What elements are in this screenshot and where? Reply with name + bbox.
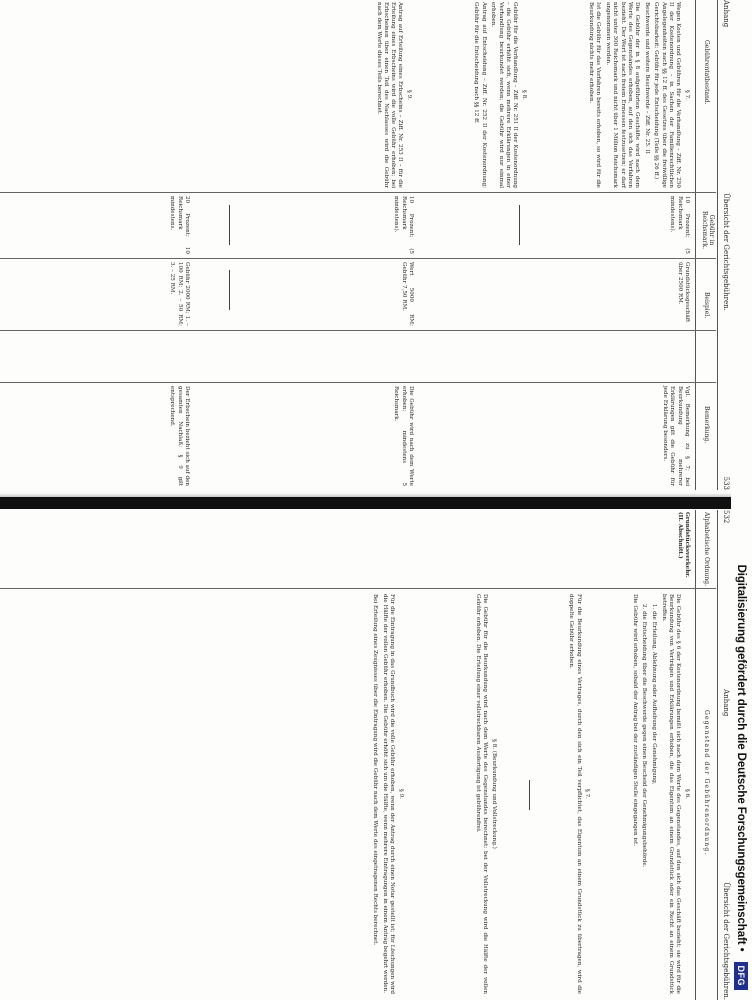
paragraph: Wegen Kosten und Gebühren für die Verhandlung – Ziff. Nr. 250 II der Kostenordnung – in Sachen der Familienrechtlichen Angelegenheiten nach §§ 12 ff. des Gesetzes über die freiwillige Gerichtsbarkeit; Gebühr für jede Entscheidung (Teile §§ 26 ff.) [653, 2, 682, 188]
separator-rule [529, 780, 530, 810]
paragraph: Ist die Gebühr für das Verfahren bereits erhoben, so wird für die Beurkundung nichts mehr erhoben. [588, 2, 602, 188]
book-spine [0, 497, 752, 509]
section-heading: § 6. [684, 789, 690, 799]
paragraph: Die Gebühr für die Beurkundung wird nach dem Werte des Gegenstandes berechnet; bei der Vollstreckung wird die Hälfte der vollen Gebühr erhoben. Die Erteilung einer vollstreckbaren Ausfertigung ist gebührenfrei. [475, 594, 489, 994]
upper-page-number: 533 [722, 476, 730, 490]
upper-page [0, 0, 730, 490]
upper-column-rule [0, 258, 716, 259]
lower-page [0, 510, 730, 1000]
section-heading: § 7. [584, 789, 591, 799]
upper-col2-r1: 10 Prozent; (5 Reichsmark mindestens). [669, 196, 690, 254]
lower-column-headers [695, 510, 716, 1000]
upper-running-header [717, 0, 730, 490]
upper-header-right: Übersicht der Gerichtsgebühren. [722, 193, 730, 311]
paragraph: Gebühr für die Verhandlung – Ziff. Nr. 251 II der Kostenordnung – die Gebühr erhöht sich, wenn mehrere Erklärungen in einer Verhandlung beurkundet werden; die Gebühr wird nur einmal erhoben. [490, 2, 519, 188]
lower-column-rule [0, 588, 716, 589]
dfg-watermark-text: Digitalisierung gefördert durch die Deutsche Forschungsgemeinschaft • [735, 564, 748, 952]
upper-col2-r3: 20 Prozent; 10 Reichsmark mindestens. [169, 196, 190, 254]
dfg-logo: DFG [735, 962, 749, 991]
upper-column-rule [0, 330, 716, 331]
paragraph: Für die Beurkundung eines Vertrages, durch den sich ein Teil verpflichtet, das Eigentum an einem Grundstück zu übertragen, wird die doppelte Gebühr erhoben. [568, 594, 582, 994]
paragraph: Die Gebühr des § 6 der Kostenordnung bemißt sich nach dem Werte des Gegenstandes, auf den sich das Geschäft bezieht; sie wird für die Beurkundung von Verträgen und Erklärungen erhoben, die das Eigentum an einem Grundstück oder ein Recht an einem Grundstück betreffen. [660, 594, 682, 994]
separator-rule [229, 270, 230, 310]
upper-col4-r3: Der Erbschein bezieht sich auf den gesamten Nachlaß; § 9 gilt entsprechend. [169, 386, 190, 486]
upper-col-header-3: Beispiel. [703, 292, 710, 319]
upper-col2-r2: 10 Prozent; (5 Reichsmark mindestens). [393, 196, 414, 254]
upper-col3-r3: Gebühr 2000 RM; 1. – 100 RM; 2. – 50 RM; 3. – 25 RM. [169, 262, 190, 326]
upper-col-header-2: Gebühr in Reichsmark. [701, 211, 715, 249]
paragraph: Die Gebühr der in § 8 aufgeführten Geschäfte wird nach dem Werte des Gegenstandes erhoben, auf den sich das Verfahren bezieht. Der Wert ist nach freiem Ermessen festzusetzen; er darf nicht unter 300 Reichsmark und nicht über 1 Million Reichsmark angenommen werden. [605, 2, 641, 188]
paragraph: Beschwerde und weitere Beschwerde – Ziff. Nr. 25. II [643, 2, 650, 154]
list-item: 2. die Entscheidung über die Beschwerde gegen einen Bescheid der Genehmigungsbehörde. [641, 604, 648, 868]
upper-col4-r2: Die Gebühr wird nach dem Werte erhoben; mindestens 5 Reichsmark. [393, 386, 414, 486]
lower-col1-heading: Grundstücksverkehr. (II. Abschnitt.) [676, 512, 690, 578]
lower-header-right: Übersicht der Gerichtsgebühren. [722, 882, 730, 1000]
section-heading: § 8. (Beurkundung und Vollstreckung.) [491, 739, 498, 849]
upper-col-header-4: Bemerkung. [703, 406, 710, 444]
upper-col1 [372, 2, 690, 188]
section-heading: § 8. [520, 90, 527, 100]
separator-rule [229, 205, 230, 245]
upper-col3-r2: Wert 5000 RM; Gebühr 7,50 RM. [400, 262, 414, 326]
section-heading: § 9. [406, 90, 413, 100]
upper-col3-r1: Grundstücksgeschäft über 2500 RM. [676, 262, 690, 323]
list-item: 1. die Erteilung, Ablehnung oder Aufhebung der Genehmigung, [651, 604, 658, 785]
lower-header-left: Anhang [722, 689, 730, 717]
upper-col-header-1: Gebührentatbestand. [703, 40, 710, 105]
paragraph: Antrag auf Entscheidung – Ziff. Nr. 252 II der Kostenordnung; Gebühr für die Entscheidung nach §§ 12 ff. [473, 2, 487, 188]
upper-column-rule [0, 382, 716, 383]
upper-column-headers [695, 0, 716, 490]
paragraph: Bei Erteilung eines Zeugnisses über die Eintragung wird die Gebühr nach dem Werte des eingetragenen Rechts berechnet. [372, 594, 379, 946]
dfg-watermark-strip [731, 0, 752, 1000]
upper-header-left: Anhang [722, 0, 730, 28]
lower-col-header-2: Gegenstand der Gebührenordnung. [703, 710, 710, 856]
paragraph: Für die Eintragung in das Grundbuch wird die volle Gebühr erhoben, wenn der Antrag durch einen Notar gestellt ist; für Löschungen wird die Hälfte der vollen Gebühr erhoben. Die Gebühr erhöht sich um die Hälfte, wenn mehrere Eintragungen in einem Antrag begehrt werden. [381, 594, 396, 994]
section-heading: § 7. [684, 90, 690, 100]
lower-running-header [717, 510, 730, 1000]
upper-column-rule [0, 192, 716, 193]
separator-rule [519, 205, 520, 245]
paragraph: Antrag auf Erteilung eines Erbscheins – Ziff. Nr. 253 II – für die Erteilung eines Erbscheins wird die volle Gebühr erhoben; bei Erbscheinen über einen Teil des Nachlasses wird die Gebühr nach dem Werte dieses Teils berechnet. [375, 2, 404, 188]
lower-page-number: 532 [722, 510, 730, 524]
section-heading: § 9. [397, 789, 404, 799]
upper-col4-r1: Vgl. Bemerkung zu § 7; bei Beurkundung mehrerer Erklärungen gilt die Gebühr für jede Erklärung besonders. [662, 386, 690, 486]
paragraph: Die Gebühr wird erhoben, sobald der Antrag bei der zuständigen Stelle eingegangen ist. [631, 594, 638, 847]
lower-col-header-1: Alphabetische Ordnung. [703, 512, 710, 586]
